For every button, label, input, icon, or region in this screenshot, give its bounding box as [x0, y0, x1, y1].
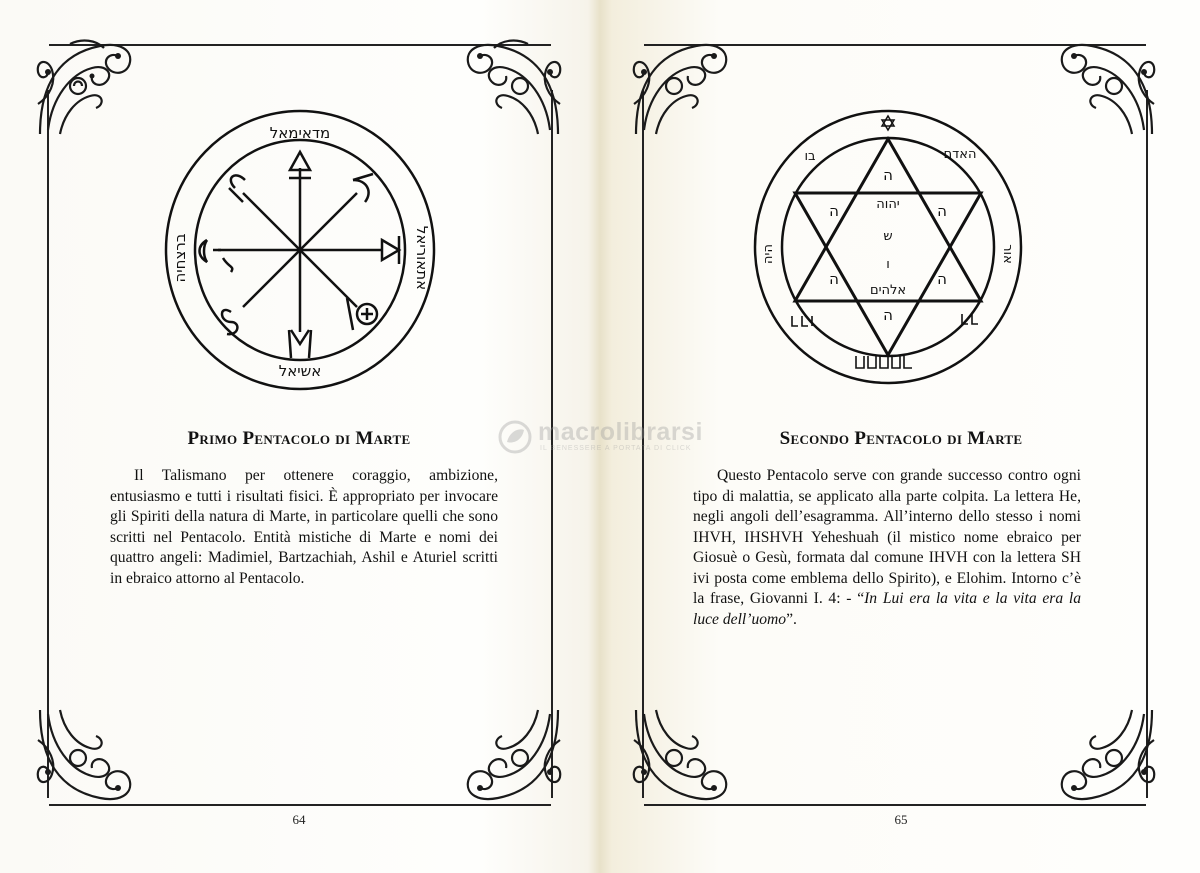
ring-text-top-left: בו — [804, 149, 816, 164]
he-letter-upper-right: ה — [937, 202, 947, 220]
acanthus-ornament-icon — [626, 34, 736, 144]
second-pentacle-of-mars — [752, 108, 1024, 386]
ring-text-top-right: האדם — [943, 147, 977, 162]
publisher-watermark — [492, 418, 722, 458]
pentacle-seal-icon — [163, 108, 437, 392]
ornament-corner-top-left — [30, 34, 140, 144]
seal-text-bottom: אשיאל — [278, 362, 322, 380]
ornament-corner-bottom-right — [458, 700, 568, 810]
watermark-tagline: IL BENESSERE A PORTATA DI CLICK — [540, 445, 692, 452]
ornament-corner-top-right — [1052, 34, 1162, 144]
right-page-heading: Secondo Pentacolo di Marte — [779, 428, 1023, 449]
right-paragraph-end: ”. — [786, 610, 797, 628]
acanthus-ornament-icon — [1052, 34, 1162, 144]
name-elohim: אלהים — [869, 283, 907, 298]
ring-text-left: היה — [761, 244, 776, 264]
acanthus-ornament-icon — [30, 34, 140, 144]
seal-text-top: מדאימאל — [269, 124, 331, 142]
ornament-corner-bottom-left — [626, 700, 736, 810]
he-letter-top: ה — [883, 166, 893, 184]
right-page-paragraph — [693, 466, 1081, 630]
ornament-corner-bottom-right — [1052, 700, 1162, 810]
he-letter-lower-right: ה — [937, 270, 947, 288]
left-page-heading: Primo Pentacolo di Marte — [187, 428, 411, 449]
right-paragraph-text: Questo Pentacolo serve con grande successo contro ogni tipo di malattia, se applicato alla parte colpita. La lettera He, negli angoli dell’esagramma. All’interno dello stesso i nomi IHVH, IHSHVH Yeheshuah (il mistico nome ebraico per Giosuè o Gesù, formata dal comune IHVH con la lettera SH ivi posta come emblema dello Spirito), e Elohim. Intorno c’è la frase, Giovanni I. 4: - “ — [693, 467, 1081, 607]
he-letter-bottom: ה — [883, 306, 893, 324]
leaf-logo-icon — [498, 420, 532, 454]
ornament-corner-top-right — [458, 34, 568, 144]
seal-text-right: אתאוריאל — [413, 225, 431, 291]
acanthus-ornament-icon — [626, 700, 736, 810]
he-letter-upper-left: ה — [829, 202, 839, 220]
he-letter-lower-left: ה — [829, 270, 839, 288]
letter-vav: ו — [886, 257, 890, 272]
left-page-body — [110, 466, 498, 589]
john-quote: In Lui era la vita e la vita era la luce dell’uomo — [693, 590, 1081, 628]
name-ihvh: יהוה — [876, 197, 900, 212]
letter-shin: ש — [883, 229, 893, 244]
ornament-corner-top-left — [626, 34, 736, 144]
left-page-paragraph: Il Talismano per ottenere coraggio, ambizione, entusiasmo e tutti i risultati fisici. È appropriato per invocare gli Spiriti della natura di Marte, in particolare quelli che sono scritti nel Pentacolo. Entità mistiche di Marte e nomi dei quattro angeli: Madimiel, Bartzachiah, Ashil e Aturiel scritti in ebraico attorno al Pentacolo. — [110, 467, 498, 587]
ornament-corner-bottom-left — [30, 700, 140, 810]
left-page-number: 64 — [292, 812, 306, 827]
ring-text-right: אור — [1000, 244, 1015, 264]
right-page-body — [693, 466, 1081, 630]
acanthus-ornament-icon — [30, 700, 140, 810]
watermark-name: macrolibrarsi — [538, 418, 703, 446]
right-page-number: 65 — [894, 812, 908, 827]
hexagram-seal-icon — [752, 108, 1024, 386]
acanthus-ornament-icon — [458, 700, 568, 810]
acanthus-ornament-icon — [1052, 700, 1162, 810]
first-pentacle-of-mars — [163, 108, 437, 392]
acanthus-ornament-icon — [458, 34, 568, 144]
seal-text-left: ברצחיה — [171, 233, 189, 283]
